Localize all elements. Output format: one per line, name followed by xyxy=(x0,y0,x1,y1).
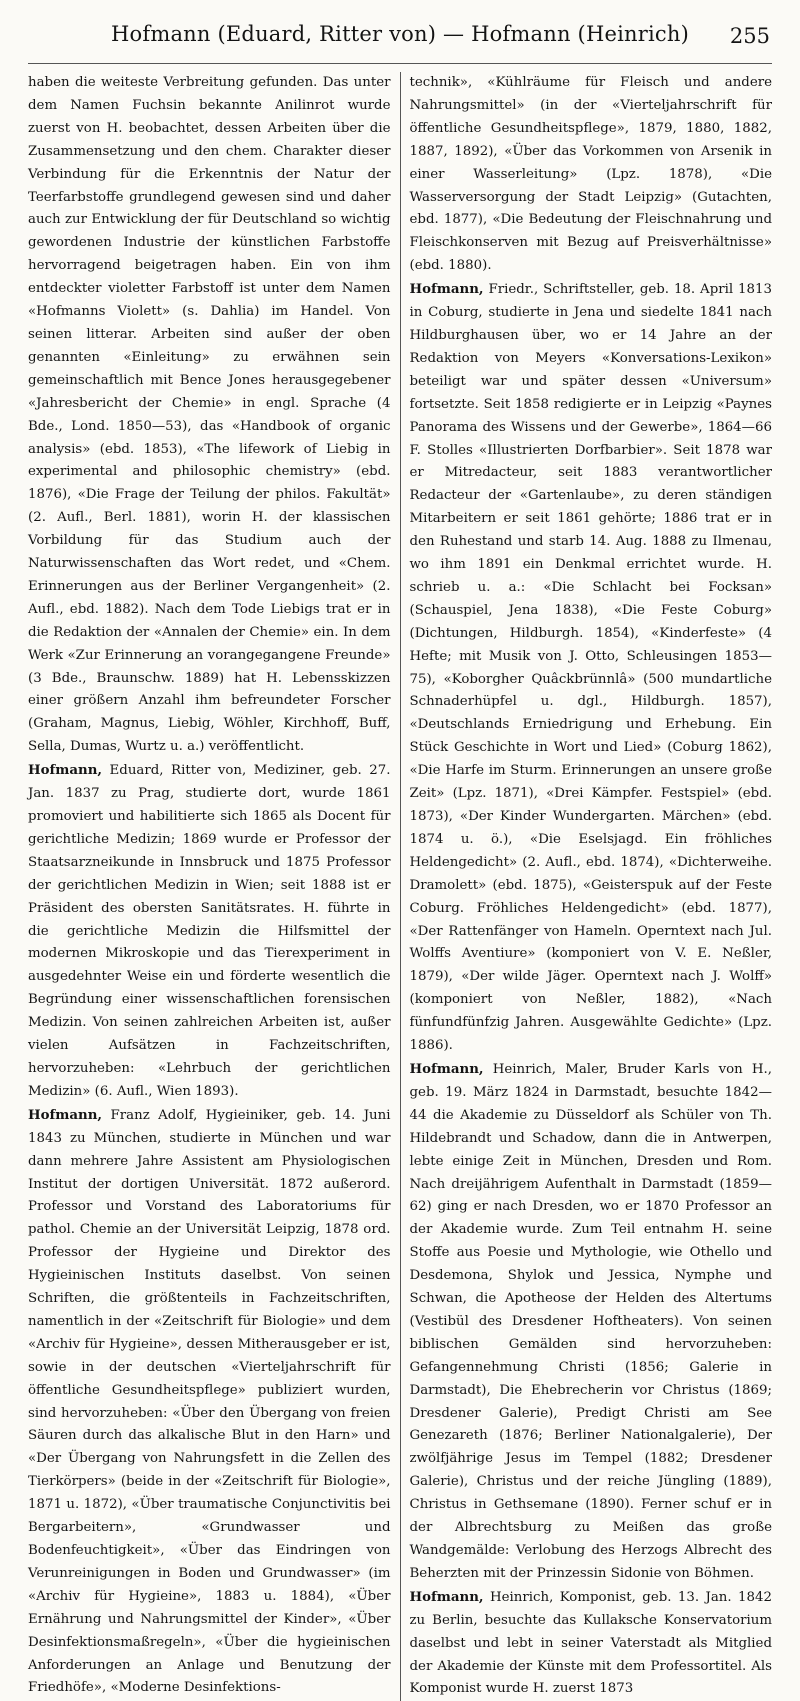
entry-headword: Hofmann, xyxy=(409,1060,484,1077)
header-title: Hofmann (Eduard, Ritter von) — Hofmann (Heinrich) xyxy=(111,22,689,46)
entry-text: Friedr., Schriftsteller, geb. 18. April 1813 in Coburg, studierte in Jena und siedelte 1841 nach Hildburghausen über, wo er 14 Jahre an der Redaktion von Meyers «Konversations-Lexikon» beteiligt war und später dessen «Universum» fortsetzte. Seit 1858 redigierte er in Leipzig «Paynes Panorama des Wissens und der Gewerbe», 1864—66 F. Stolles «Illustrierten Dorfbarbier». Seit 1878 war er Mitredacteur, seit 1883 verantwortlicher Redacteur der «Gartenlaube», zu deren ständigen Mitarbeitern er seit 1861 gehörte; 1886 trat er in den Ruhestand und starb 14. Aug. 1888 zu Ilmenau, wo ihm 1891 ein Denkmal errichtet wurde. H. schrieb u. a.: «Die Schlacht bei Focksan» (Schauspiel, Jena 1838), «Die Feste Coburg» (Dichtungen, Hildburgh. 1854), «Kinderfeste» (4 Hefte; mit Musik von J. Otto, Schleusingen 1853—75), «Koborgher Quâckbrünnlâ» (500 mundartliche Schnaderhüpfel u. dgl., Hildburgh. 1857), «Deutschlands Erniedrigung und Erhebung. Ein Stück Geschichte in Wort und Lied» (Coburg 1862), «Die Harfe im Sturm. Erinnerungen an unsere große Zeit» (Lpz. 1871), «Drei Kämpfer. Festspiel» (ebd. 1873), «Der Kinder Wundergarten. Märchen» (ebd. 1874 u. ö.), «Die Eselsjagd. Ein fröhliches Heldengedicht» (2. Aufl., ebd. 1874), «Dichterweihe. Dramolett» (ebd. 1875), «Geisterspuk auf der Feste Coburg. Fröhliches Heldengedicht» (ebd. 1877), «Der Rattenfänger von Hameln. Operntext nach Jul. Wolffs Aventiure» (komponiert von V. E. Neßler, 1879), «Der wilde Jäger. Operntext nach J. Wolff» (komponiert von Neßler, 1882), «Nach fünfundfünfzig Jahren. Ausgewählte Gedichte» (Lpz. 1886). xyxy=(409,282,772,1054)
entry-headword: Hofmann, xyxy=(28,1106,103,1123)
right-column xyxy=(401,72,773,1701)
entry-friedrich xyxy=(410,278,773,1058)
entry-headword: Hofmann, xyxy=(409,1588,484,1605)
entry-text: Franz Adolf, Hygieiniker, geb. 14. Juni 1843 zu München, studierte in München und war dann mehrere Jahre Assistent am Physiologischen Institut der dortigen Universität. 1872 außerord. Professor und Vorstand des Laboratoriums für pathol. Chemie an der Universität Leipzig, 1878 ord. Professor der Hygieine und Direktor des Hygieinischen Instituts daselbst. Von seinen Schriften, die größtenteils in Fachzeitschriften, namentlich in der «Zeitschrift für Biologie» und dem «Archiv für Hygieine», dessen Mitherausgeber er ist, sowie in der deutschen «Vierteljahrschrift für öffentliche Gesundheitspflege» publiziert wurden, sind hervorzuheben: «Über den Übergang von freien Säuren durch das alkalische Blut in den Harn» und «Der Übergang von Nahrungsfett in die Zellen des Tierkörpers» (beide in der «Zeitschrift für Biologie», 1871 u. 1872), «Über traumatische Conjunctivitis bei Bergarbeitern», «Grundwasser und Bodenfeuchtigkeit», «Über das Eindringen von Verunreinigungen in Boden und Grundwasser» (im «Archiv für Hygieine», 1883 u. 1884), «Über Ernährung und Nahrungsmittel der Kinder», «Über Desinfektionsmaßregeln», «Über die hygieinischen Anforderungen an Anlage und Benutzung der Friedhöfe», «Moderne Desinfektions- xyxy=(28,1107,391,1696)
entry-heinrich-maler xyxy=(410,1058,773,1586)
entry-text: Eduard, Ritter von, Mediziner, geb. 27. Jan. 1837 zu Prag, studierte dort, wurde 1861 promoviert und habilitierte sich 1865 als Docent für gerichtliche Medizin; 1869 wurde er Professor der Staatsarzneikunde in Innsbruck und 1875 Professor der gerichtlichen Medizin in Wien; seit 1888 ist er Präsident des obersten Sanitätsrates. H. führte in die gerichtliche Medizin die Hilfsmittel der modernen Mikroskopie und das Tierexperiment in ausgedehnter Weise ein und förderte wesentlich die Begründung einer wissenschaftlichen forensischen Medizin. Von seinen zahlreichen Arbeiten ist, außer vielen Aufsätzen in Fachzeitschriften, hervorzuheben: «Lehrbuch der gerichtlichen Medizin» (6. Aufl., Wien 1893). xyxy=(28,763,391,1099)
entry-text: Heinrich, Maler, Bruder Karls von H., geb. 19. März 1824 in Darmstadt, besuchte 1842—44 die Akademie zu Düsseldorf als Schüler von Th. Hildebrandt und Schadow, dann die in Antwerpen, lebte einige Zeit in München, Dresden und Rom. Nach dreijährigem Aufenthalt in Darmstadt (1859—62) ging er nach Dresden, wo er 1870 Professor an der Akademie wurde. Zum Teil entnahm H. seine Stoffe aus Poesie und Mythologie, wie Othello und Desdemona, Shylok und Jessica, Nymphe und Schwan, die Apotheose der Helden des Altertums (Vestibül des Dresdener Hoftheaters). Von seinen biblischen Gemälden sind hervorzuheben: Gefangennehmung Christi (1856; Galerie in Darmstadt), Die Ehebrecherin vor Christus (1869; Dresdener Galerie), Predigt Christi am See Genezareth (1876; Berliner Nationalgalerie), Der zwölfjährige Jesus im Tempel (1882; Dresdener Galerie), Christus und der reiche Jüngling (1889), Christus in Gethsemane (1890). Ferner schuf er in der Albrechtsburg zu Meißen das große Wandgemälde: Verlobung des Herzogs Albrecht des Beherzten mit der Prinzessin Sidonie von Böhmen. xyxy=(409,1061,772,1581)
page-number: 255 xyxy=(729,24,770,48)
entry-headword: Hofmann, xyxy=(28,762,103,779)
continuation-paragraph: technik», «Kühlräume für Fleisch und andere Nahrungsmittel» (in der «Vierteljahrschrift für öffentliche Gesundheitspflege», 1879, 1880, 1882, 1887, 1892), «Über das Vorkommen von Arsenik in einer Wasserleitung» (Lpz. 1878), «Die Wasserversorgung der Stadt Leipzig» (Gutachten, ebd. 1877), «Die Bedeutung der Fleischnahrung und Fleischkonserven mit Bezug auf Preisverhältnisse» (ebd. 1880). xyxy=(409,75,772,274)
entry-headword: Hofmann, xyxy=(409,281,484,298)
running-header xyxy=(28,22,772,64)
text-columns xyxy=(28,72,772,1701)
continuation-paragraph: haben die weiteste Verbreitung gefunden. Das unter dem Namen Fuchsin bekannte Anilinrot wurde zuerst von H. beobachtet, dessen Arbeiten über die Zusammensetzung und den chem. Charakter dieser Verbindung für die Erkenntnis der Natur der Teerfarbstoffe grundlegend gewesen sind und daher auch zur Entwicklung der für Deutschland so wichtig gewordenen Industrie der künstlichen Farbstoffe hervorragend beigetragen haben. Ein von ihm entdeckter violetter Farbstoff ist unter dem Namen «Hofmanns Violett» (s. Dahlia) im Handel. Von seinen litterar. Arbeiten sind außer der oben genannten «Einleitung» zu erwähnen sein gemeinschaftlich mit Bence Jones herausgegebener «Jahresbericht der Chemie» in engl. Sprache (4 Bde., Lond. 1850—53), das «Handbook of organic analysis» (ebd. 1853), «The lifework of Liebig in experimental and philosophic chemistry» (ebd. 1876), «Die Frage der Teilung der philos. Fakultät» (2. Aufl., Berl. 1881), worin H. der klassischen Vorbildung für das Studium auch der Naturwissenschaften das Wort redet, und «Chem. Erinnerungen aus der Berliner Vergangenheit» (2. Aufl., ebd. 1882). Nach dem Tode Liebigs trat er in die Redaktion der «Annalen der Chemie» ein. In dem Werk «Zur Erinnerung an vorangegangene Freunde» (3 Bde., Braunschw. 1889) hat H. Lebensskizzen einer größern Anzahl ihm befreundeter Forscher (Graham, Magnus, Liebig, Wöhler, Kirchhoff, Buff, Sella, Dumas, Wurtz u. a.) veröffentlicht. xyxy=(28,75,391,755)
entry-heinrich-komponist xyxy=(410,1586,773,1701)
entry-franz-adolf xyxy=(28,1104,391,1701)
entry-eduard xyxy=(28,759,391,1104)
entry-text: Heinrich, Komponist, geb. 13. Jan. 1842 zu Berlin, besuchte das Kullaksche Konservatorium daselbst und lebt in seiner Vaterstadt als Mitglied der Akademie der Künste mit dem Professortitel. Als Komponist wurde H. zuerst 1873 xyxy=(409,1589,772,1697)
left-column xyxy=(28,72,401,1701)
